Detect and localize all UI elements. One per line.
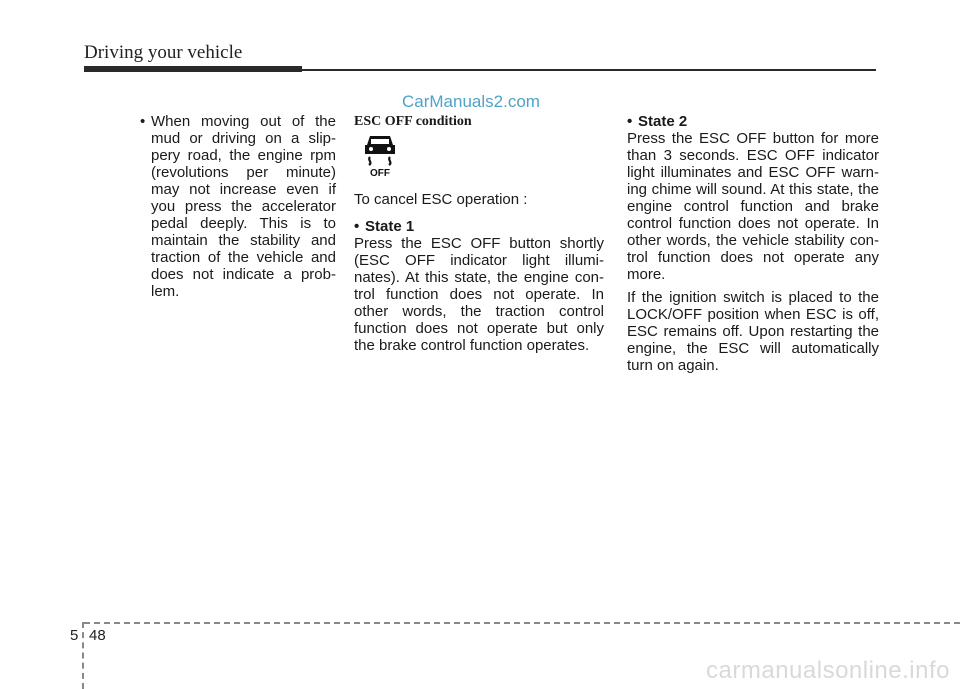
column-1 [140,113,336,300]
chapter-number: 5 [70,627,79,644]
footer-divider [82,622,84,689]
bottom-watermark: carmanualsonline.info [706,657,950,684]
column-2 [354,113,604,354]
header-bar [84,66,302,72]
page-number: 48 [89,627,106,644]
section-heading: ESC OFF condition [354,114,472,129]
state-2-label: • State 2 [627,113,688,130]
column-3 [627,113,879,374]
state-1-text: Press the ESC OFF button shortly (ESC OFF indicator light illumi-nates). At this state, the engine con-trol function does not operate. In other words, the traction control function does not operate but only the brake control function operates. [354,235,604,354]
footer-rule [84,622,960,624]
esc-off-icon-label: OFF [370,168,390,178]
header-rule [302,69,876,71]
ignition-text: If the ignition switch is placed to the LOCK/OFF position when ESC is off, ESC remains off. Upon restarting the engine, the ESC will automatically turn on again. [627,289,879,374]
watermark: CarManuals2.com [402,92,540,111]
bullet-icon: • [627,113,633,130]
state-1-label: • State 1 [354,218,415,235]
bullet-icon: • [354,218,360,235]
intro-text: To cancel ESC operation : [354,191,528,208]
page-header-title: Driving your vehicle [84,42,243,63]
esc-off-indicator-icon [354,130,406,178]
state-2-text: Press the ESC OFF button for more than 3 seconds. ESC OFF indicator light illuminates and ESC OFF warn-ing chime will sound. At this state, the engine control function and brake control function does not operate. In other words, the vehicle stability con-trol function does not operate any more. [627,130,879,283]
bullet-icon: • [140,113,146,130]
bullet-paragraph: • When moving out of the mud or driving on a slip-pery road, the engine rpm (revolutions per minute) may not increase even if you press the accelerator pedal deeply. This is to maintain the stability and traction of the vehicle and does not indicate a prob-lem. [140,113,336,300]
